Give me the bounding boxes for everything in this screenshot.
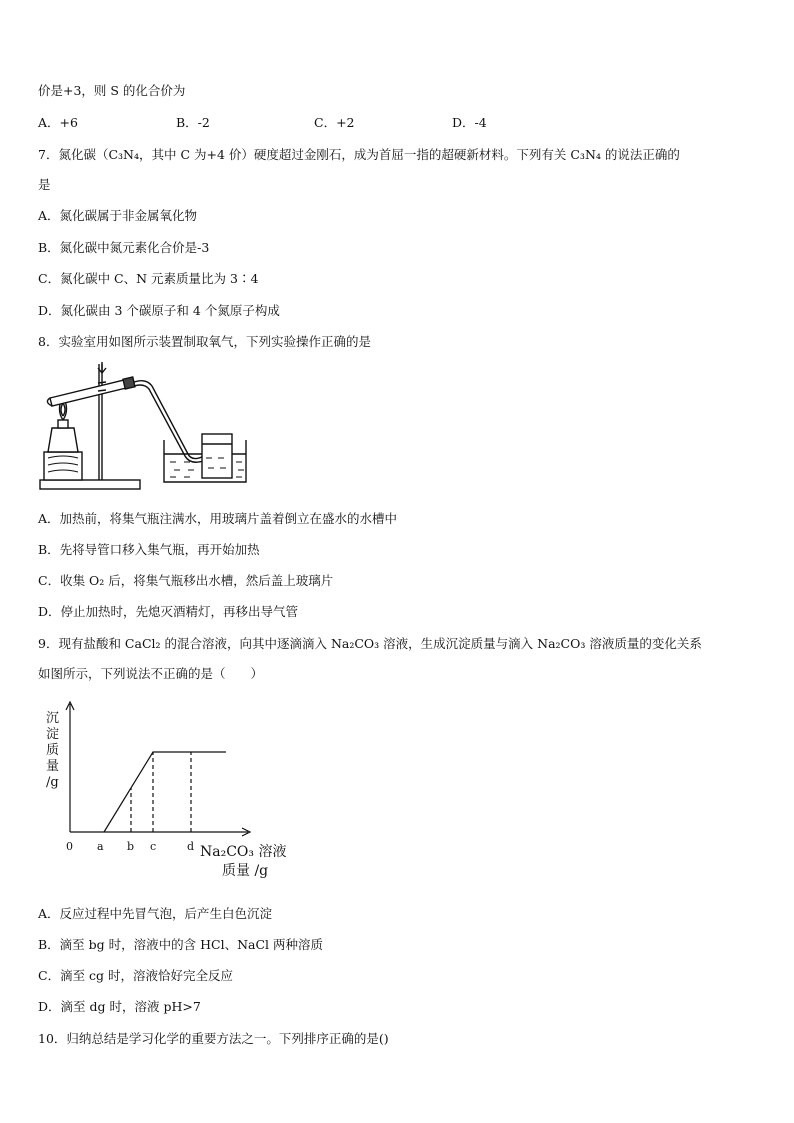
y-label-4: 量: [46, 759, 60, 774]
y-label-1: 沉: [46, 711, 60, 726]
q7-stem-cont: 是: [38, 177, 51, 192]
x-tick-a: a: [97, 840, 104, 853]
y-label-3: 质: [46, 743, 60, 758]
q9-option-d: D．滴至 dg 时，溶液 pH>7: [38, 999, 201, 1014]
x-tick-0: 0: [66, 840, 73, 853]
q8-option-a: A．加热前，将集气瓶注满水，用玻璃片盖着倒立在盛水的水槽中: [38, 511, 398, 526]
x-tick-b: b: [127, 840, 135, 853]
q6-option-d: D．-4: [452, 115, 487, 130]
q7-option-d: D．氮化碳由 3 个碳原子和 4 个氮原子构成: [38, 303, 280, 318]
q6-option-c: C．+2: [314, 115, 355, 130]
q8-option-c: C．收集 O₂ 后，将集气瓶移出水槽，然后盖上玻璃片: [38, 573, 334, 588]
q8-stem: 8．实验室用如图所示装置制取氧气，下列实验操作正确的是: [38, 334, 371, 349]
q6-stem-tail: 价是+3，则 S 的化合价为: [38, 83, 186, 98]
q8-option-d: D．停止加热时，先熄灭酒精灯，再移出导气管: [38, 604, 299, 619]
q9-stem: 9．现有盐酸和 CaCl₂ 的混合溶液，向其中逐滴滴入 Na₂CO₃ 溶液，生成沉淀质量与滴入 Na₂CO₃ 溶液质量的变化关系: [38, 636, 702, 651]
y-label-2: 淀: [46, 727, 60, 742]
x-tick-c: c: [150, 840, 157, 853]
q7-option-a: A．氮化碳属于非金属氧化物: [38, 208, 198, 223]
q10-stem: 10．归纳总结是学习化学的重要方法之一。下列排序正确的是(): [38, 1031, 389, 1046]
q9-option-b: B．滴至 bg 时，溶液中的含 HCl、NaCl 两种溶质: [38, 937, 323, 952]
x-label-1: Na₂CO₃ 溶液: [200, 844, 287, 860]
q8-option-b: B．先将导管口移入集气瓶，再开始加热: [38, 542, 260, 557]
q7-option-c: C．氮化碳中 C、N 元素质量比为 3∶4: [38, 271, 259, 286]
x-label-2: 质量 /g: [222, 863, 269, 879]
q7-stem: 7．氮化碳（C₃N₄，其中 C 为+4 价）硬度超过金刚石，成为首屈一指的超硬新材料。下列有关 C₃N₄ 的说法正确的: [38, 147, 680, 162]
oxygen-apparatus-figure: [38, 358, 248, 494]
x-tick-d: d: [187, 840, 195, 853]
q6-option-a: A．+6: [38, 115, 78, 130]
precipitate-curve: [104, 752, 226, 832]
q9-stem-cont: 如图所示，下列说法不正确的是（ ）: [38, 666, 264, 681]
q7-option-b: B．氮化碳中氮元素化合价是-3: [38, 240, 210, 255]
q6-option-b: B．-2: [176, 115, 210, 130]
y-label-5: /g: [46, 775, 59, 790]
q9-option-c: C．滴至 cg 时，溶液恰好完全反应: [38, 968, 234, 983]
precipitate-mass-graph: [38, 700, 308, 885]
q9-option-a: A．反应过程中先冒气泡，后产生白色沉淀: [38, 906, 273, 921]
